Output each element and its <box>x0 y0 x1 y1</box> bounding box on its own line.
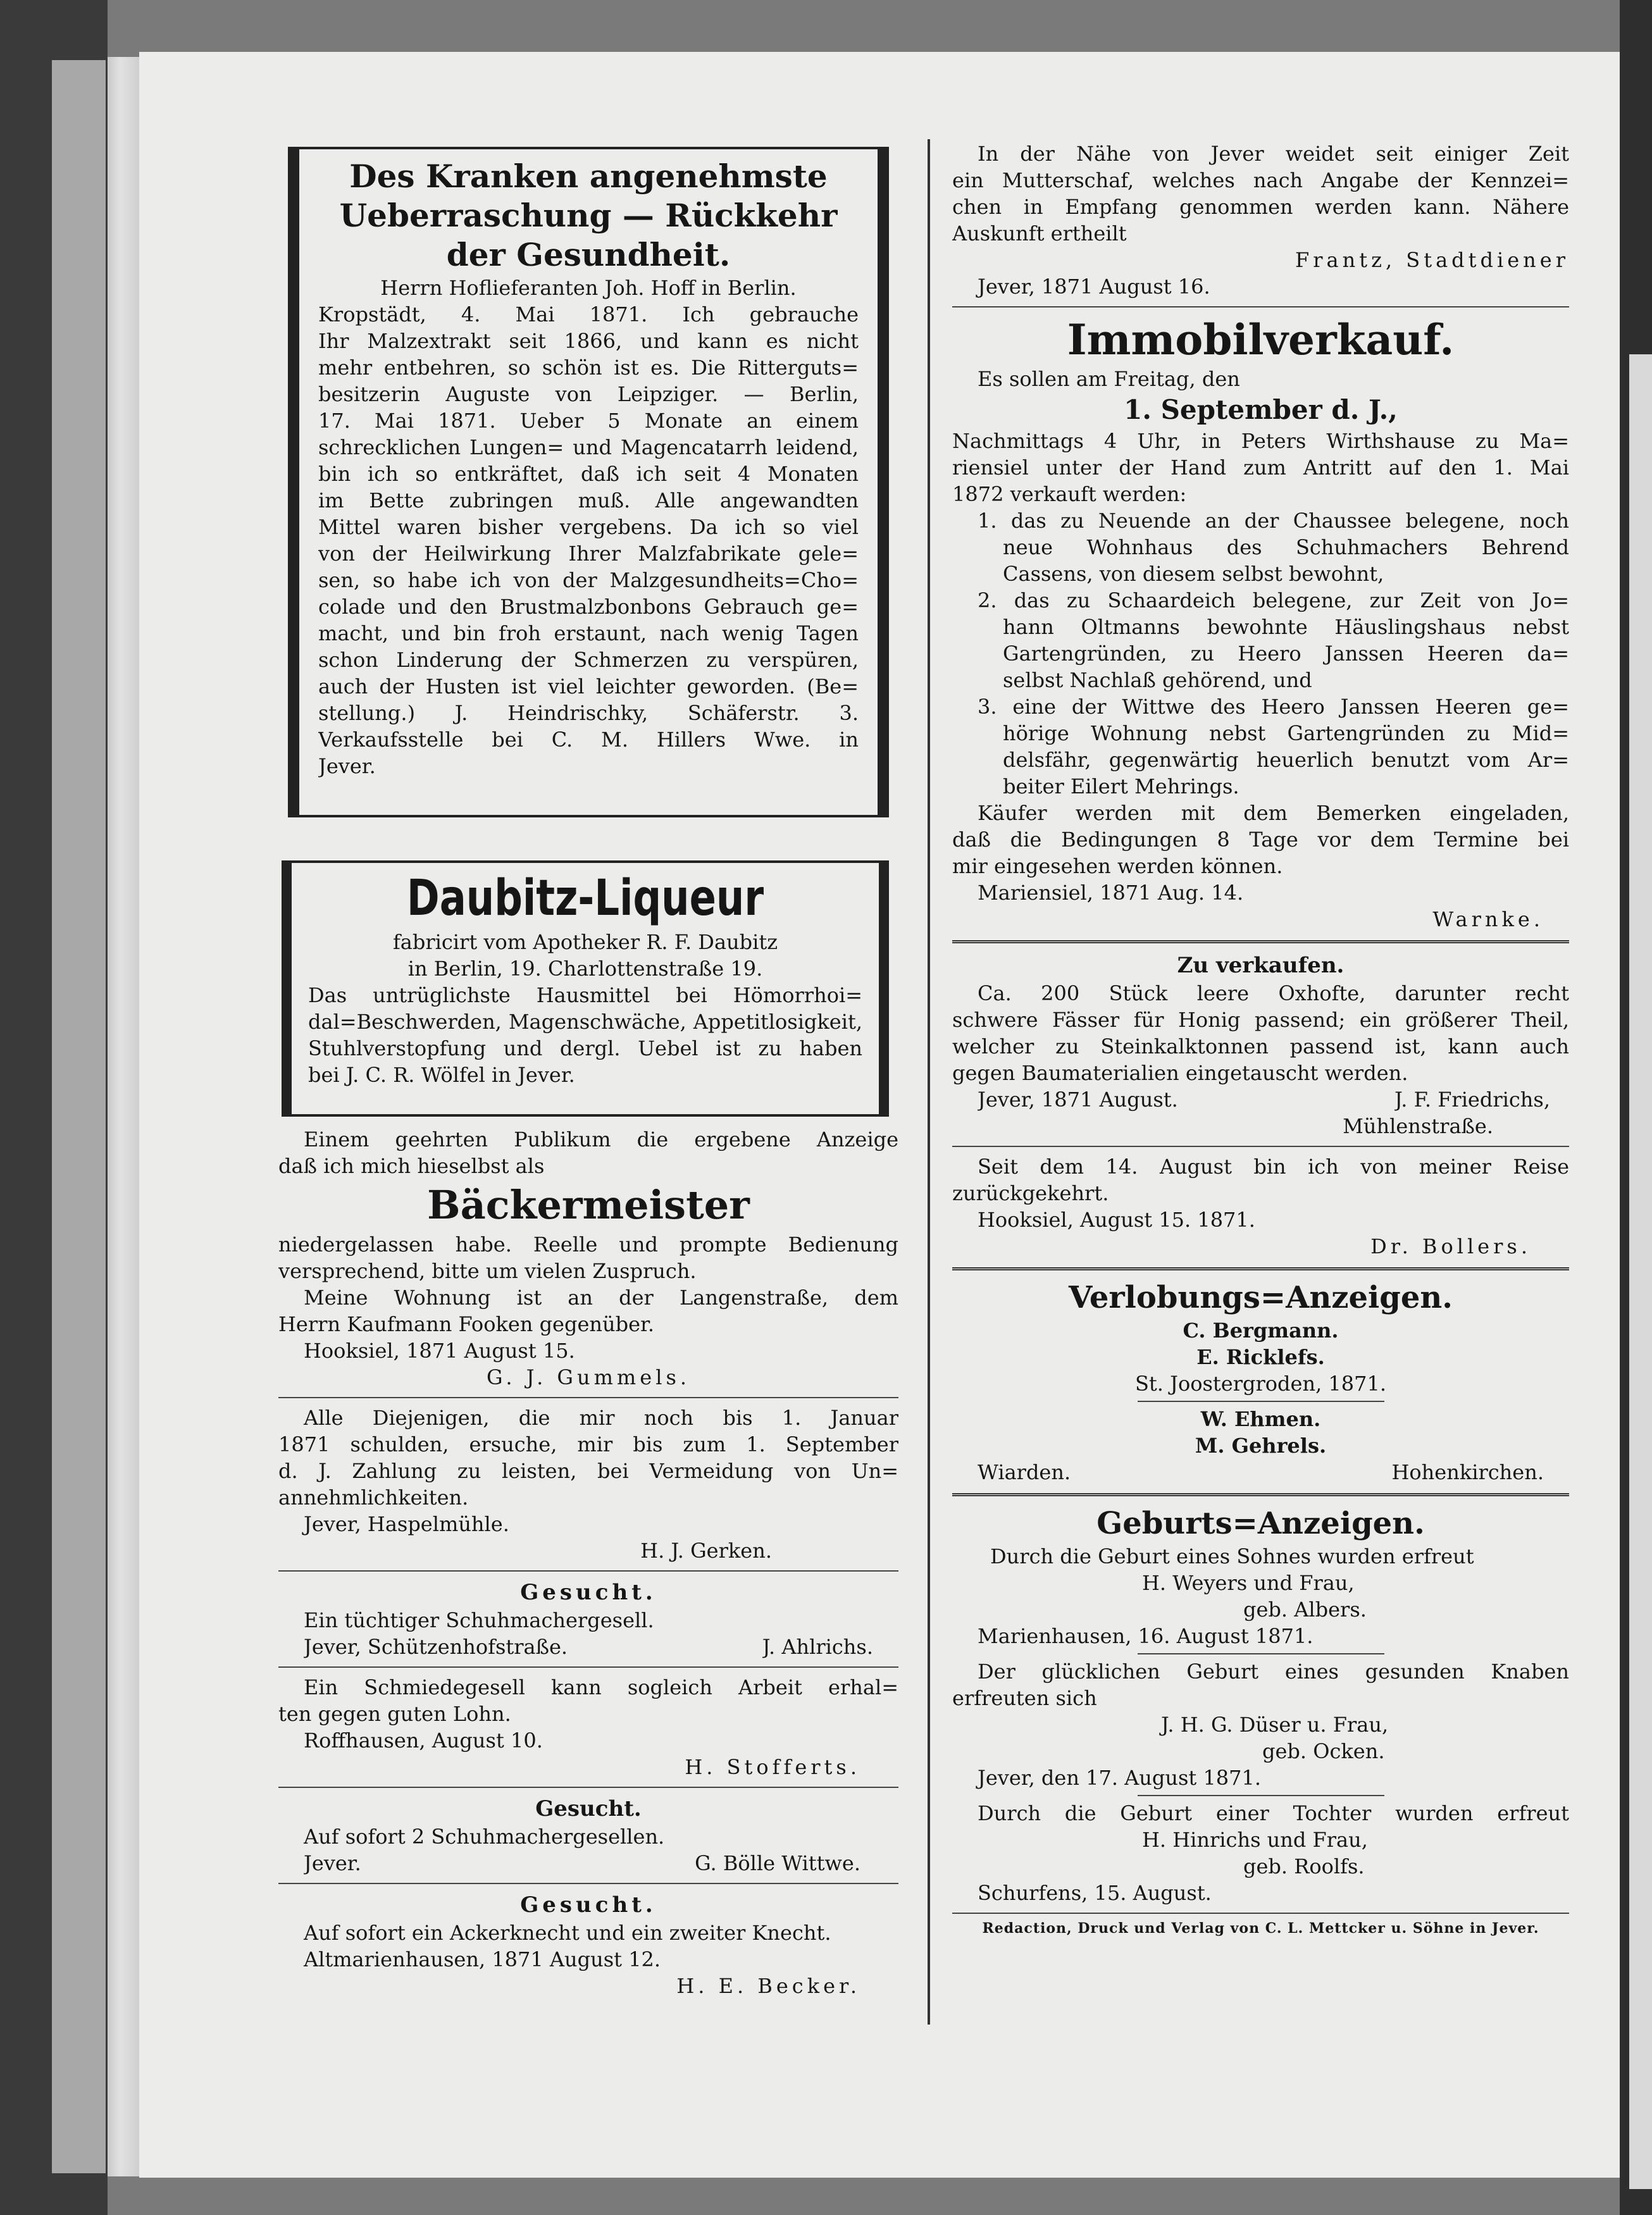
ad-footer-row <box>278 1634 898 1660</box>
right-column-ads <box>952 140 1569 1937</box>
name-line: W. Ehmen. <box>1200 1407 1321 1431</box>
ad-line: zurückgekehrt. <box>952 1181 1109 1205</box>
binding-strip <box>52 60 106 2173</box>
ad-line: Durch die Geburt eines Sohnes wurden erfreut <box>990 1544 1474 1568</box>
baecker-ad <box>278 1126 898 1391</box>
name-line: geb. Albers. <box>1243 1598 1367 1622</box>
ad-line: Meine Wohnung ist an der Langenstraße, dem <box>304 1286 898 1310</box>
ad-footer-row <box>952 1459 1569 1486</box>
name-line: H. Weyers und Frau, <box>1142 1571 1355 1595</box>
ad-signature: Frantz, Stadtdiener <box>1295 248 1569 272</box>
ad-line: stellung.) J. Heindrischky, Schäferstr. 3. <box>318 701 859 725</box>
immobilverkauf-ad <box>952 314 1569 933</box>
ad-line: erfreuten sich <box>952 1686 1097 1710</box>
ad-line: Kropstädt, 4. Mai 1871. Ich gebrauche <box>318 302 859 326</box>
ad-signature: Dr. Bollers. <box>1370 1234 1531 1258</box>
schulden-ad <box>278 1405 898 1564</box>
ad-line: in Berlin, 19. Charlottenstraße 19. <box>407 957 763 981</box>
ad-place: Marienhausen, 16. August 1871. <box>978 1624 1314 1648</box>
ad-line: Das untrüglichste Hausmittel bei Hömorrhoi= <box>308 983 862 1007</box>
ad-place: Mariensiel, 1871 Aug. 14. <box>978 881 1244 905</box>
ad-line: Ein Schmiedegesell kann sogleich Arbeit erhal= <box>304 1675 898 1699</box>
ad-line: bei J. C. R. Wölfel in Jever. <box>308 1063 575 1087</box>
geburts-anzeigen <box>952 1504 1569 1906</box>
ad-line: Auskunft ertheilt <box>952 221 1127 245</box>
divider <box>278 1666 898 1668</box>
daubitz-liqueur-ad <box>282 860 889 1117</box>
ad-line: ten gegen guten Lohn. <box>278 1702 511 1726</box>
list-item: beiter Eilert Mehrings. <box>1003 774 1239 798</box>
list-item: Gartengründen, zu Heero Janssen Heeren da= <box>1003 642 1569 666</box>
imprint-footer: Redaction, Druck und Verlag von C. L. Mettcker u. Söhne in Jever. <box>982 1920 1539 1937</box>
list-item: selbst Nachlaß gehörend, und <box>1003 668 1312 692</box>
ad-line: Hooksiel, 1871 August 15. <box>304 1339 575 1363</box>
next-page-edge <box>1629 354 1652 2189</box>
ad-title: Gesucht. <box>520 1580 657 1605</box>
ad-line: Seit dem 14. August bin ich von meiner Reise <box>978 1155 1569 1179</box>
ad-line: niedergelassen habe. Reelle und prompte Bedienung <box>278 1232 898 1256</box>
ad-headline: der Gesundheit. <box>446 236 731 273</box>
zu-verkaufen-ad <box>952 951 1569 1139</box>
ad-line: welcher zu Steinkalktonnen passend ist, kann auch <box>952 1034 1569 1058</box>
page-edge <box>108 57 139 2176</box>
ad-line: Es sollen am Freitag, den <box>978 367 1240 391</box>
ad-line: Mittel waren bisher vergebens. Da ich so viel <box>318 515 859 539</box>
ad-headline: Des Kranken angenehmste <box>349 158 828 195</box>
ad-signature: J. F. Friedrichs, <box>1394 1088 1550 1112</box>
ad-signature: J. Ahlrichs. <box>762 1635 873 1659</box>
list-item: 2. das zu Schaardeich belegene, zur Zeit von Jo= <box>978 588 1569 612</box>
name-line: J. H. G. Düser u. Frau, <box>1161 1713 1389 1737</box>
ad-line: Ein tüchtiger Schuhmachergesell. <box>304 1608 654 1632</box>
ad-line: Stuhlverstopfung und dergl. Uebel ist zu haben <box>308 1036 862 1060</box>
gesucht-schuhmacher-ad <box>278 1578 898 1660</box>
ad-line: auch der Husten ist viel leichter geworden. (Be= <box>318 674 859 698</box>
ad-line: Auf sofort ein Ackerknecht und ein zweiter Knecht. <box>304 1921 831 1945</box>
divider <box>952 1146 1569 1147</box>
ad-line: d. J. Zahlung zu leisten, bei Vermeidung von Un= <box>278 1459 898 1483</box>
ad-line: ein Mutterschaf, welches nach Angabe der Kennzei= <box>952 168 1569 192</box>
ad-place: Jever, 1871 August. <box>978 1088 1178 1112</box>
divider <box>1138 1401 1384 1402</box>
list-item: 3. eine der Wittwe des Heero Janssen Heeren ge= <box>978 695 1569 719</box>
ad-line: In der Nähe von Jever weidet seit einiger Zeit <box>978 142 1569 166</box>
ad-title: Daubitz-Liqueur <box>406 870 764 927</box>
ad-line: colade und den Brustmalzbonbons Gebrauch ge= <box>318 595 859 619</box>
ad-title: Bäckermeister <box>427 1182 750 1228</box>
divider <box>278 1787 898 1788</box>
divider <box>952 306 1569 307</box>
mutterschaf-notice <box>952 140 1569 300</box>
name-line: geb. Roolfs. <box>1243 1854 1365 1878</box>
ad-line: mir eingesehen werden können. <box>952 854 1283 878</box>
ad-signature: H. J. Gerken. <box>640 1539 772 1563</box>
ad-line: riensiel unter der Hand zum Antritt auf den 1. Mai <box>952 456 1569 480</box>
malzextrakt-ad <box>288 147 889 817</box>
ad-line: Jever. <box>318 754 376 778</box>
ad-line: Durch die Geburt einer Tochter wurden erfreut <box>978 1801 1569 1825</box>
ad-title: Verlobungs=Anzeigen. <box>1069 1280 1453 1315</box>
ad-signature: G. Bölle Wittwe. <box>695 1851 860 1875</box>
ad-line: Einem geehrten Publikum die ergebene Anzeige <box>304 1127 898 1151</box>
ad-line: von der Heilwirkung Ihrer Malzfabrikate gele= <box>318 542 859 566</box>
ad-line: Der glücklichen Geburt eines gesunden Knaben <box>978 1660 1569 1684</box>
ad-line: Nachmittags 4 Uhr, in Peters Wirthshause zu Ma= <box>952 429 1569 453</box>
ad-place: Jever, Haspelmühle. <box>304 1512 509 1536</box>
left-column-ads <box>278 1126 898 1999</box>
ad-title: Gesucht. <box>520 1892 657 1918</box>
ad-line: 1871 schulden, ersuche, mir bis zum 1. September <box>278 1432 898 1456</box>
ad-place: Altmarienhausen, 1871 August 12. <box>304 1947 661 1971</box>
divider <box>952 1913 1569 1914</box>
ad-line: bin ich so entkräftet, daß ich seit 4 Monaten <box>318 462 859 486</box>
ad-place: Jever. <box>304 1851 361 1875</box>
ad-line: sen, so habe ich von der Malzgesundheits=Cho= <box>318 568 859 592</box>
ad-line: chen in Empfang genommen werden kann. Nähere <box>952 195 1569 219</box>
ad-footer-row <box>278 1850 898 1877</box>
ad-line: daß die Bedingungen 8 Tage vor dem Termine bei <box>952 828 1569 852</box>
ad-line: daß ich mich hieselbst als <box>278 1154 545 1178</box>
verlobungs-anzeigen <box>952 1278 1569 1486</box>
ad-date-heading: 1. September d. J., <box>1124 394 1398 425</box>
name-line: C. Bergmann. <box>1183 1318 1339 1343</box>
ad-line: Käufer werden mit dem Bemerken eingeladen, <box>978 801 1569 825</box>
schmiedegesell-ad <box>278 1674 898 1780</box>
ad-line: besitzerin Auguste von Leipziger. — Berlin, <box>318 382 859 406</box>
list-item: hann Oltmanns bewohnte Häuslingshaus nebst <box>1003 615 1569 639</box>
list-item: hörige Wohnung nebst Gartengründen zu Mid= <box>1003 721 1569 745</box>
ad-line: gegen Baumaterialien eingetauscht werden. <box>952 1061 1408 1085</box>
list-item: 1. das zu Neuende an der Chaussee belegene, noch <box>978 509 1569 533</box>
ad-headline: Ueberraschung — Rückkehr <box>339 197 838 234</box>
ad-title: Immobilverkauf. <box>1067 315 1455 364</box>
ad-title: Geburts=Anzeigen. <box>1096 1506 1425 1541</box>
ad-line: 17. Mai 1871. Ueber 5 Monate an einem <box>318 409 859 433</box>
ad-place: Jever, 1871 August 16. <box>978 275 1210 299</box>
ad-line: Herrn Hoflieferanten Joh. Hoff in Berlin. <box>380 276 797 300</box>
ad-place: St. Joostergroden, 1871. <box>1134 1372 1387 1396</box>
ad-line: Verkaufsstelle bei C. M. Hillers Wwe. in <box>318 728 859 752</box>
ad-line: schon Linderung der Schmerzen zu verspüren, <box>318 648 859 672</box>
name-line: E. Ricklefs. <box>1196 1345 1325 1369</box>
name-line: H. Hinrichs und Frau, <box>1142 1828 1368 1852</box>
ad-line: annehmlichkeiten. <box>278 1486 469 1510</box>
column-rule <box>928 139 930 2025</box>
ad-place: Wiarden. <box>978 1460 1071 1484</box>
ad-footer-row <box>952 1086 1569 1113</box>
list-item: delsfähr, gegenwärtig heuerlich benutzt vom Ar= <box>1003 748 1569 772</box>
ad-place: Roffhausen, August 10. <box>304 1728 543 1753</box>
ad-signature: H. Stofferts. <box>685 1755 860 1779</box>
divider <box>278 1397 898 1398</box>
ad-line: schwere Fässer für Honig passend; ein größerer Theil, <box>952 1008 1569 1032</box>
ad-place: Hohenkirchen. <box>1391 1460 1544 1484</box>
name-line: geb. Ocken. <box>1262 1739 1385 1763</box>
ad-line: macht, und bin froh erstaunt, nach wenig Tagen <box>318 621 859 645</box>
ad-line: 1872 verkauft werden: <box>952 482 1187 506</box>
ad-line: Alle Diejenigen, die mir noch bis 1. Januar <box>304 1406 898 1430</box>
divider <box>1138 1795 1384 1796</box>
gesucht-schuhmachergesellen-ad <box>278 1794 898 1877</box>
ad-signature: Warnke. <box>1432 907 1544 931</box>
ad-line: schrecklichen Lungen= und Magencatarrh leidend, <box>318 435 859 459</box>
list-item: neue Wohnhaus des Schuhmachers Behrend <box>1003 535 1569 559</box>
list-item: Cassens, von diesem selbst bewohnt, <box>1003 562 1384 586</box>
divider <box>278 1570 898 1572</box>
ad-line: dal=Beschwerden, Magenschwäche, Appetitlosigkeit, <box>308 1010 862 1034</box>
gesucht-knecht-ad <box>278 1890 898 1999</box>
ad-line: mehr entbehren, so schön ist es. Die Ritterguts= <box>318 356 859 380</box>
reise-notice <box>952 1153 1569 1260</box>
divider <box>278 1883 898 1884</box>
ad-line: Ca. 200 Stück leere Oxhofte, darunter recht <box>978 981 1569 1005</box>
ad-place: Jever, Schützenhofstraße. <box>304 1635 568 1659</box>
ad-title: Gesucht. <box>535 1796 642 1821</box>
ad-line: Ihr Malzextrakt seit 1866, und kann es nicht <box>318 329 859 353</box>
ad-line: im Bette zubringen muß. Alle angewandten <box>318 488 859 512</box>
ad-line: Mühlenstraße. <box>1343 1114 1493 1138</box>
ad-place: Schurfens, 15. August. <box>978 1881 1212 1905</box>
ad-signature: H. E. Becker. <box>676 1974 860 1998</box>
divider <box>952 1493 1569 1496</box>
divider <box>1138 1653 1384 1654</box>
ad-line: fabricirt vom Apotheker R. F. Daubitz <box>392 930 778 954</box>
ad-signature: G. J. Gummels. <box>486 1365 691 1389</box>
ad-title: Zu verkaufen. <box>1177 953 1345 978</box>
ad-line: Auf sofort 2 Schuhmachergesellen. <box>304 1825 665 1849</box>
divider <box>952 1267 1569 1270</box>
divider <box>952 940 1569 943</box>
ad-place: Jever, den 17. August 1871. <box>978 1766 1262 1790</box>
name-line: M. Gehrels. <box>1195 1434 1327 1458</box>
ad-place: Hooksiel, August 15. 1871. <box>978 1208 1255 1232</box>
ad-line: versprechend, bitte um vielen Zuspruch. <box>278 1259 697 1283</box>
ad-line: Herrn Kaufmann Fooken gegenüber. <box>278 1312 654 1336</box>
